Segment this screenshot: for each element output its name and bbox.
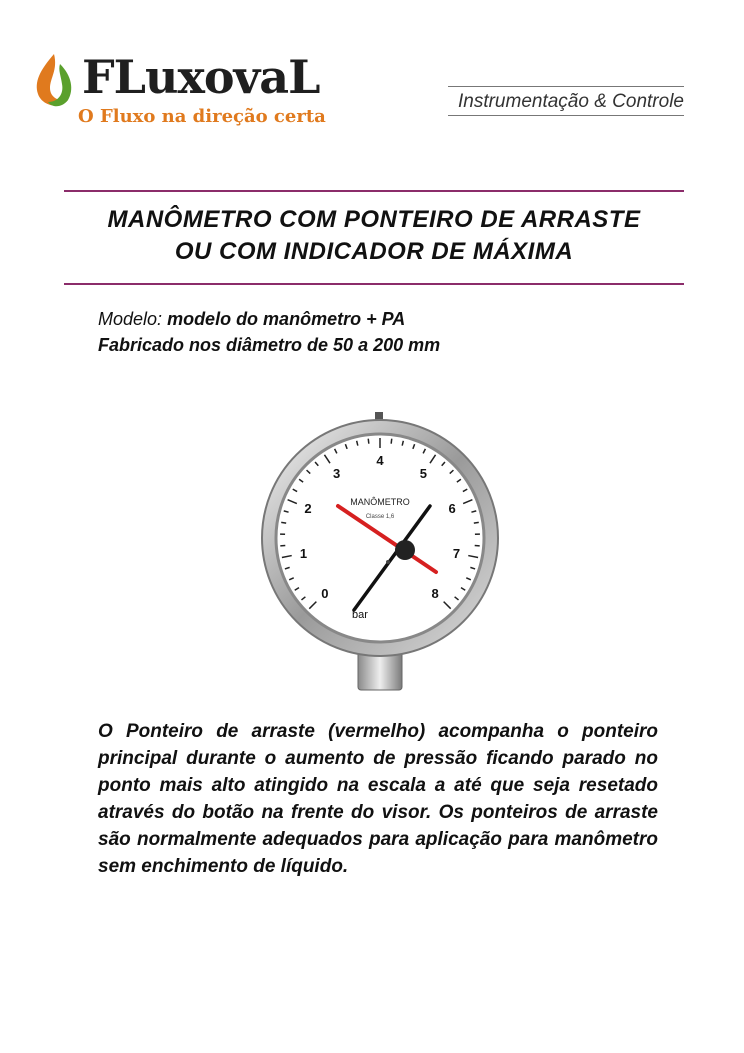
dial-sub: Classe 1,6 [365, 514, 395, 520]
description-paragraph: O Ponteiro de arraste (vermelho) acompanha o ponteiro principal durante o aumento de pressão ficando parado no ponto mais alto atingido na escala a até que seja resetado através do botão na frente do visor. Os ponteiros de arraste são normalmente adequados para aplicação para manômetro sem enchimento de líquido. [98, 721, 658, 877]
dial-label: MANÔMETRO [350, 497, 410, 507]
diameter-line [98, 332, 440, 358]
brand-name: FLuxovaL [82, 50, 320, 104]
tick-label: 0 [321, 586, 329, 602]
model-info [98, 306, 440, 358]
tick-label: 8 [431, 586, 439, 602]
top-divider [64, 190, 684, 192]
company-logo [30, 48, 360, 138]
diameter-text: Fabricado nos diâmetro de 50 a 200 mm [98, 335, 441, 355]
pivot-screw [386, 560, 390, 564]
unit-label: bar [352, 609, 368, 621]
tick-label: 7 [452, 546, 461, 562]
model-value: modelo do manômetro + PA [167, 309, 406, 329]
tick-label: 4 [376, 453, 384, 468]
bottom-divider [64, 283, 684, 285]
model-line [98, 306, 440, 332]
title-line-2: OU COM INDICADOR DE MÁXIMA [174, 238, 574, 265]
tick-label: 1 [299, 546, 308, 562]
title-line-1: MANÔMETRO COM PONTEIRO DE ARRASTE [107, 206, 641, 233]
header-subtitle-box [448, 86, 684, 116]
flame-icon [30, 52, 78, 112]
minor-tick [281, 522, 286, 523]
header-subtitle: Instrumentação & Controle [457, 91, 684, 112]
tick-label: 3 [333, 466, 341, 482]
model-label: Modelo: [98, 309, 163, 329]
page-title [64, 204, 684, 268]
minor-tick [368, 439, 369, 444]
tick-label: 2 [304, 501, 312, 517]
brand-tagline: O Fluxo na direção certa [78, 106, 326, 127]
minor-tick [391, 439, 392, 444]
tick-label: 5 [419, 466, 427, 482]
minor-tick [474, 522, 479, 523]
reset-knob [395, 540, 415, 560]
tick-label: 6 [448, 501, 456, 517]
pressure-gauge-illustration [260, 410, 500, 700]
